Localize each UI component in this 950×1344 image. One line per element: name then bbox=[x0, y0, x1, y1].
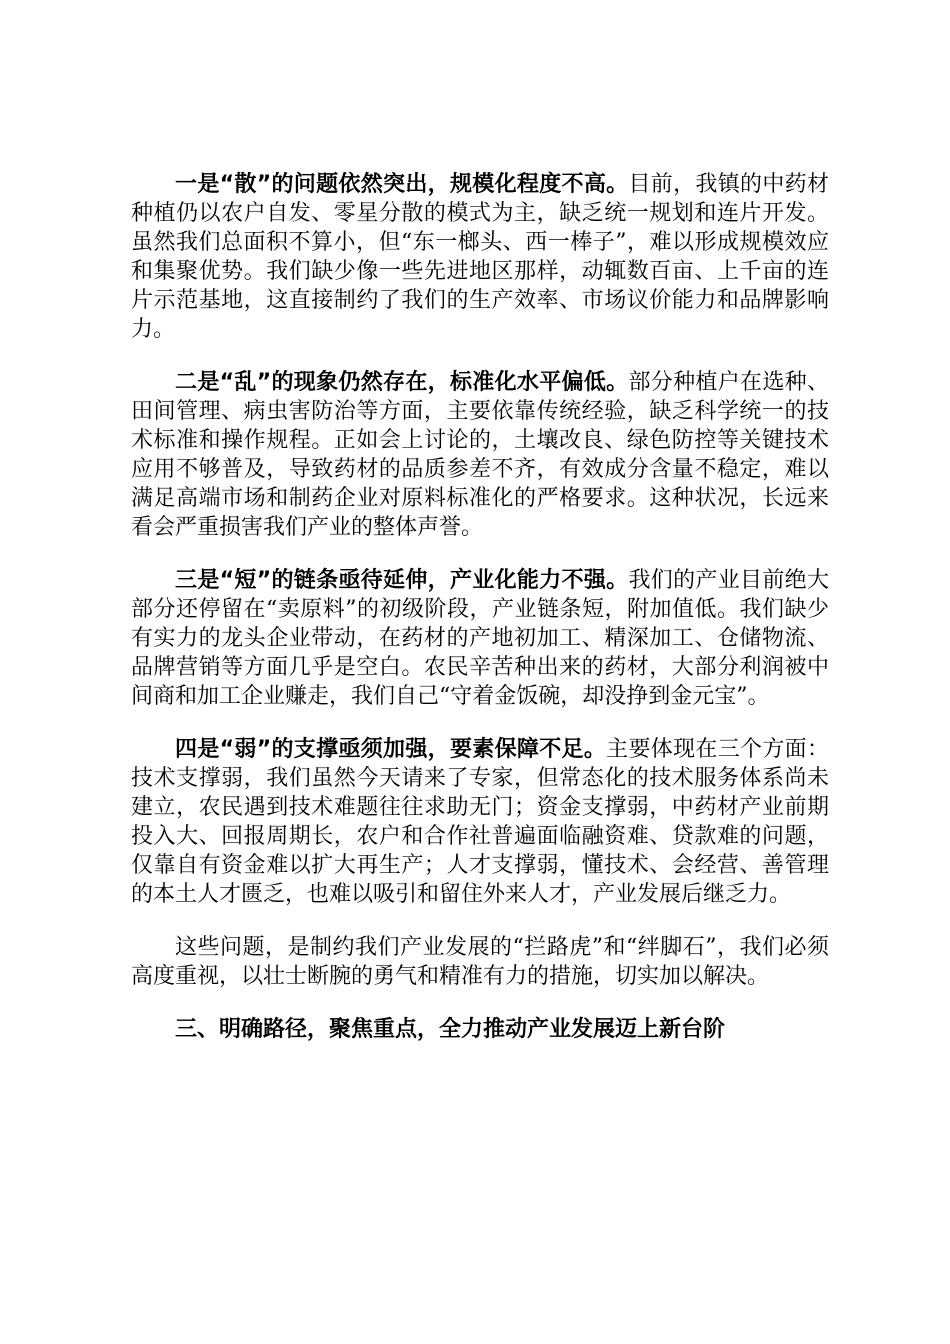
paragraph-short-chain bbox=[131, 566, 829, 711]
paragraph-text: 主要体现在三个方面：技术支撑弱，我们虽然今天请来了专家，但常态化的技术服务体系尚未建立，农民遇到技术难题往往求助无门；资金支撑弱，中药材产业前期投入大、回报周期长，农户和合作社普遍面临融资难、贷款难的问题，仅靠自有资金难以扩大再生产；人才支撑弱，懂技术、会经营、善管理的本土人才匮乏，也难以吸引和留住外来人才，产业发展后继乏力。 bbox=[131, 737, 829, 907]
paragraph-text: 这些问题，是制约我们产业发展的“拦路虎”和“绊脚石”，我们必须高度重视，以壮士断腕的勇气和精准有力的措施，切实加以解决。 bbox=[131, 935, 829, 989]
paragraph-summary bbox=[131, 933, 829, 991]
paragraph-disorder bbox=[131, 368, 829, 542]
paragraph-lead: 一是“散”的问题依然突出，规模化程度不高。 bbox=[175, 172, 629, 197]
document-body bbox=[131, 170, 829, 1044]
paragraph-text: 目前，我镇的中药材种植仍以农户自发、零星分散的模式为主，缺乏统一规划和连片开发。虽然我们总面积不算小，但“东一榔头、西一棒子”，难以形成规模效应和集聚优势。我们缺少像一些先进地区那样，动辄数百亩、上千亩的连片示范基地，这直接制约了我们的生产效率、市场议价能力和品牌影响力。 bbox=[131, 172, 829, 342]
paragraph-lead: 三是“短”的链条亟待延伸，产业化能力不强。 bbox=[175, 568, 629, 593]
section-heading: 三、明确路径，聚焦重点，全力推动产业发展迈上新台阶 bbox=[175, 1017, 726, 1042]
paragraph-text: 部分种植户在选种、田间管理、病虫害防治等方面，主要依靠传统经验，缺乏科学统一的技术标准和操作规程。正如会上讨论的，土壤改良、绿色防控等关键技术应用不够普及，导致药材的品质参差不齐，有效成分含量不稳定，难以满足高端市场和制药企业对原料标准化的严格要求。这种状况，长远来看会严重损害我们产业的整体声誉。 bbox=[131, 370, 829, 540]
paragraph-text: 我们的产业目前绝大部分还停留在“卖原料”的初级阶段，产业链条短，附加值低。我们缺少有实力的龙头企业带动，在药材的产地初加工、精深加工、仓储物流、品牌营销等方面几乎是空白。农民辛苦种出来的药材，大部分利润被中间商和加工企业赚走，我们自己“守着金饭碗，却没挣到金元宝”。 bbox=[131, 568, 829, 709]
paragraph-weak-support bbox=[131, 735, 829, 909]
paragraph-lead: 二是“乱”的现象仍然存在，标准化水平偏低。 bbox=[175, 370, 629, 395]
paragraph-lead: 四是“弱”的支撑亟须加强，要素保障不足。 bbox=[175, 737, 607, 762]
paragraph-scattered bbox=[131, 170, 829, 344]
